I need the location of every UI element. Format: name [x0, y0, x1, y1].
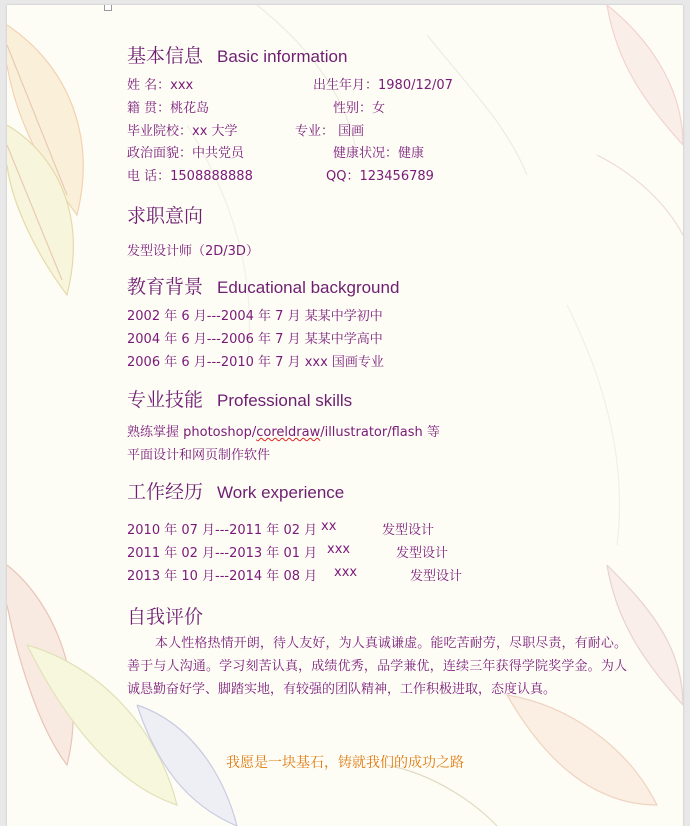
- heading-en: Professional skills: [217, 391, 353, 410]
- health-field: 健康状况：健康: [333, 146, 425, 161]
- skills-text-a: 熟练掌握 photoshop/: [127, 425, 257, 440]
- skills-line-2: 平面设计和网页制作软件: [127, 448, 271, 463]
- work-period: 2013 年 10 月---2014 年 08 月: [127, 569, 318, 584]
- motto-text: 我愿是一块基石，铸就我们的成功之路: [226, 755, 464, 771]
- birth-field: 出生年月：1980/12/07: [313, 78, 453, 93]
- section-heading-self: [127, 602, 203, 629]
- work-role: 发型设计: [396, 546, 449, 561]
- work-role: 发型设计: [410, 569, 463, 584]
- work-role: 发型设计: [382, 523, 435, 538]
- heading-en: Work experience: [217, 483, 345, 502]
- work-company: xx: [321, 519, 337, 534]
- section-heading-work: [127, 477, 344, 504]
- section-heading-basic: [127, 41, 347, 68]
- phone-field: 电 话：1508888888: [127, 169, 253, 184]
- gender-field: 性别：女: [333, 101, 386, 116]
- heading-en: Basic information: [217, 47, 348, 66]
- work-period: 2010 年 07 月---2011 年 02 月: [127, 523, 318, 538]
- work-company: xxx: [327, 542, 351, 557]
- heading-cn: 基本信息: [127, 45, 204, 67]
- qq-field: QQ：123456789: [326, 169, 434, 184]
- school-field: 毕业院校：xx 大学: [127, 124, 238, 139]
- job-intent: 发型设计师（2D/3D）: [127, 244, 259, 259]
- education-item: 2002 年 6 月---2004 年 7 月 某某中学初中: [127, 309, 383, 324]
- section-heading-education: [127, 272, 399, 299]
- heading-cn: 自我评价: [127, 606, 204, 628]
- heading-cn: 工作经历: [127, 481, 204, 503]
- work-period: 2011 年 02 月---2013 年 01 月: [127, 546, 318, 561]
- section-heading-skills: [127, 385, 352, 412]
- politics-field: 政治面貌：中共党员: [127, 146, 245, 161]
- origin-field: 籍 贯：桃花岛: [127, 101, 210, 116]
- heading-cn: 求职意向: [127, 205, 204, 227]
- heading-cn: 专业技能: [127, 389, 204, 411]
- heading-en: Educational background: [217, 278, 400, 297]
- education-item: 2004 年 6 月---2006 年 7 月 某某中学高中: [127, 332, 383, 347]
- education-item: 2006 年 6 月---2010 年 7 月 xxx 国画专业: [127, 355, 384, 370]
- heading-cn: 教育背景: [127, 276, 204, 298]
- skills-text-misspelled: coreldraw: [256, 425, 321, 440]
- section-heading-intent: [127, 201, 203, 228]
- self-evaluation-text: 本人性格热情开朗，待人友好，为人真诚谦虚。能吃苦耐劳，尽职尽责，有耐心。善于与人沟通。学习刻苦认真，成绩优秀，品学兼优，连续三年获得学院奖学金。为人诚恳勤奋好学、脚踏实地，有较强的团队精神，工作积极进取，态度认真。: [127, 636, 627, 697]
- major-field: 专业： 国画: [295, 124, 365, 139]
- name-field: 姓 名：xxx: [127, 78, 194, 93]
- resume-page: [7, 5, 683, 826]
- skills-text-c: /illustrator/flash 等: [320, 425, 440, 440]
- work-company: xxx: [334, 565, 358, 580]
- skills-line-1: [127, 421, 440, 440]
